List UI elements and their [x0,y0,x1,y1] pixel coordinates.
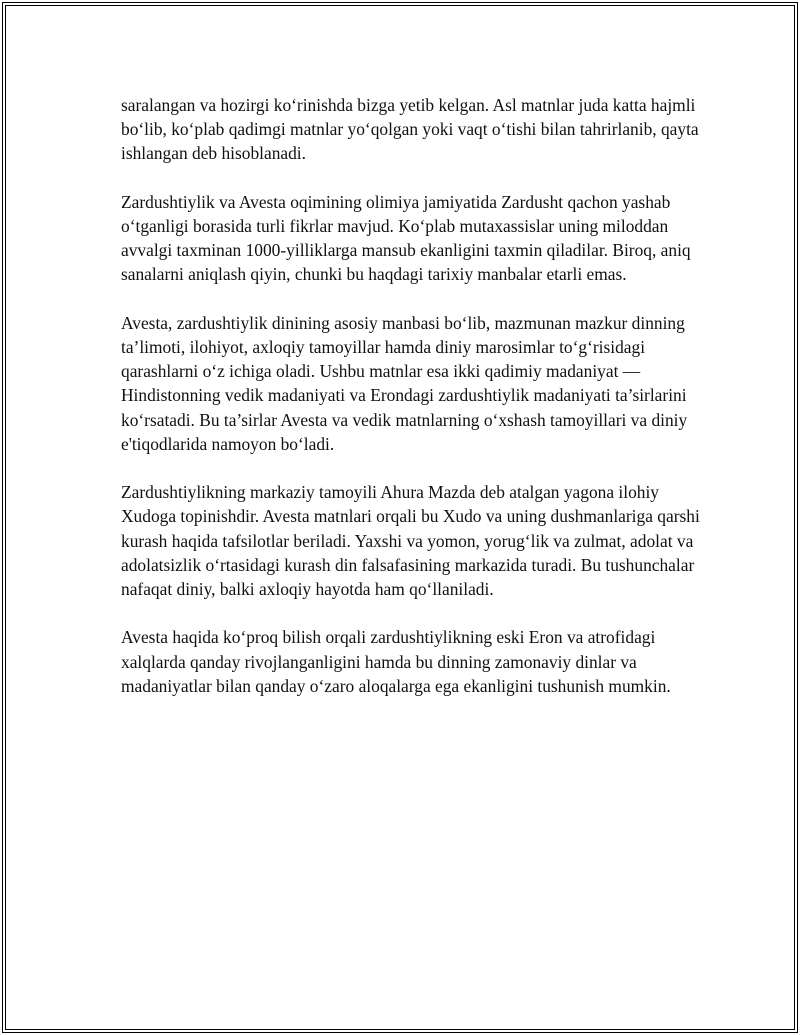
document-body [121,93,701,722]
paragraph-1: saralangan va hozirgi ko‘rinishda bizga yetib kelgan. Asl matnlar juda katta hajmli bo‘lib, ko‘plab qadimgi matnlar yo‘qolgan yoki vaqt o‘tishi bilan tahrirlanib, qayta ishlangan deb hisoblanadi. [121,95,699,164]
paragraph-4: Zardushtiylikning markaziy tamoyili Ahura Mazda deb atalgan yagona ilohiy Xudoga topinishdir. Avesta matnlari orqali bu Xudo va uning dushmanlariga qarshi kurash haqida tafsilotlar beriladi. Yaxshi va yomon, yorug‘lik va zulmat, adolat va adolatsizlik o‘rtasidagi kurash din falsafasining markazida turadi. Bu tushunchalar nafaqat diniy, balki axloqiy hayotda ham qo‘llaniladi. [121,482,700,600]
paragraph-5: Avesta haqida ko‘proq bilish orqali zardushtiylikning eski Eron va atrofidagi xalqlarda qanday rivojlanganligini hamda bu dinning zamonaviy dinlar va madaniyatlar bilan qanday o‘zaro aloqalarga ega ekanligini tushunish mumkin. [121,627,671,696]
paragraph-3: Avesta, zardushtiylik dinining asosiy manbasi bo‘lib, mazmunan mazkur dinning ta’limoti, ilohiyot, axloqiy tamoyillar hamda diniy marosimlar to‘g‘risidagi qarashlarni o‘z ichiga oladi. Ushbu matnlar esa ikki qadimiy madaniyat — Hindistonning vedik madaniyati va Erondagi zardushtiylik madaniyati ta’sirlarini ko‘rsatadi. Bu ta’sirlar Avesta va vedik matnlarning o‘xshash tamoyillari va diniy e'tiqodlarida namoyon bo‘ladi. [121,312,688,454]
document-page [2,2,798,1033]
paragraph-2: Zardushtiylik va Avesta oqimining olimiya jamiyatida Zardusht qachon yashab o‘tganligi borasida turli fikrlar mavjud. Ko‘plab mutaxassislar uning miloddan avvalgi taxminan 1000-yilliklarga mansub ekanligini taxmin qiladilar. Biroq, aniq sanalarni aniqlash qiyin, chunki bu haqdagi tarixiy manbalar etarli emas. [121,191,691,285]
